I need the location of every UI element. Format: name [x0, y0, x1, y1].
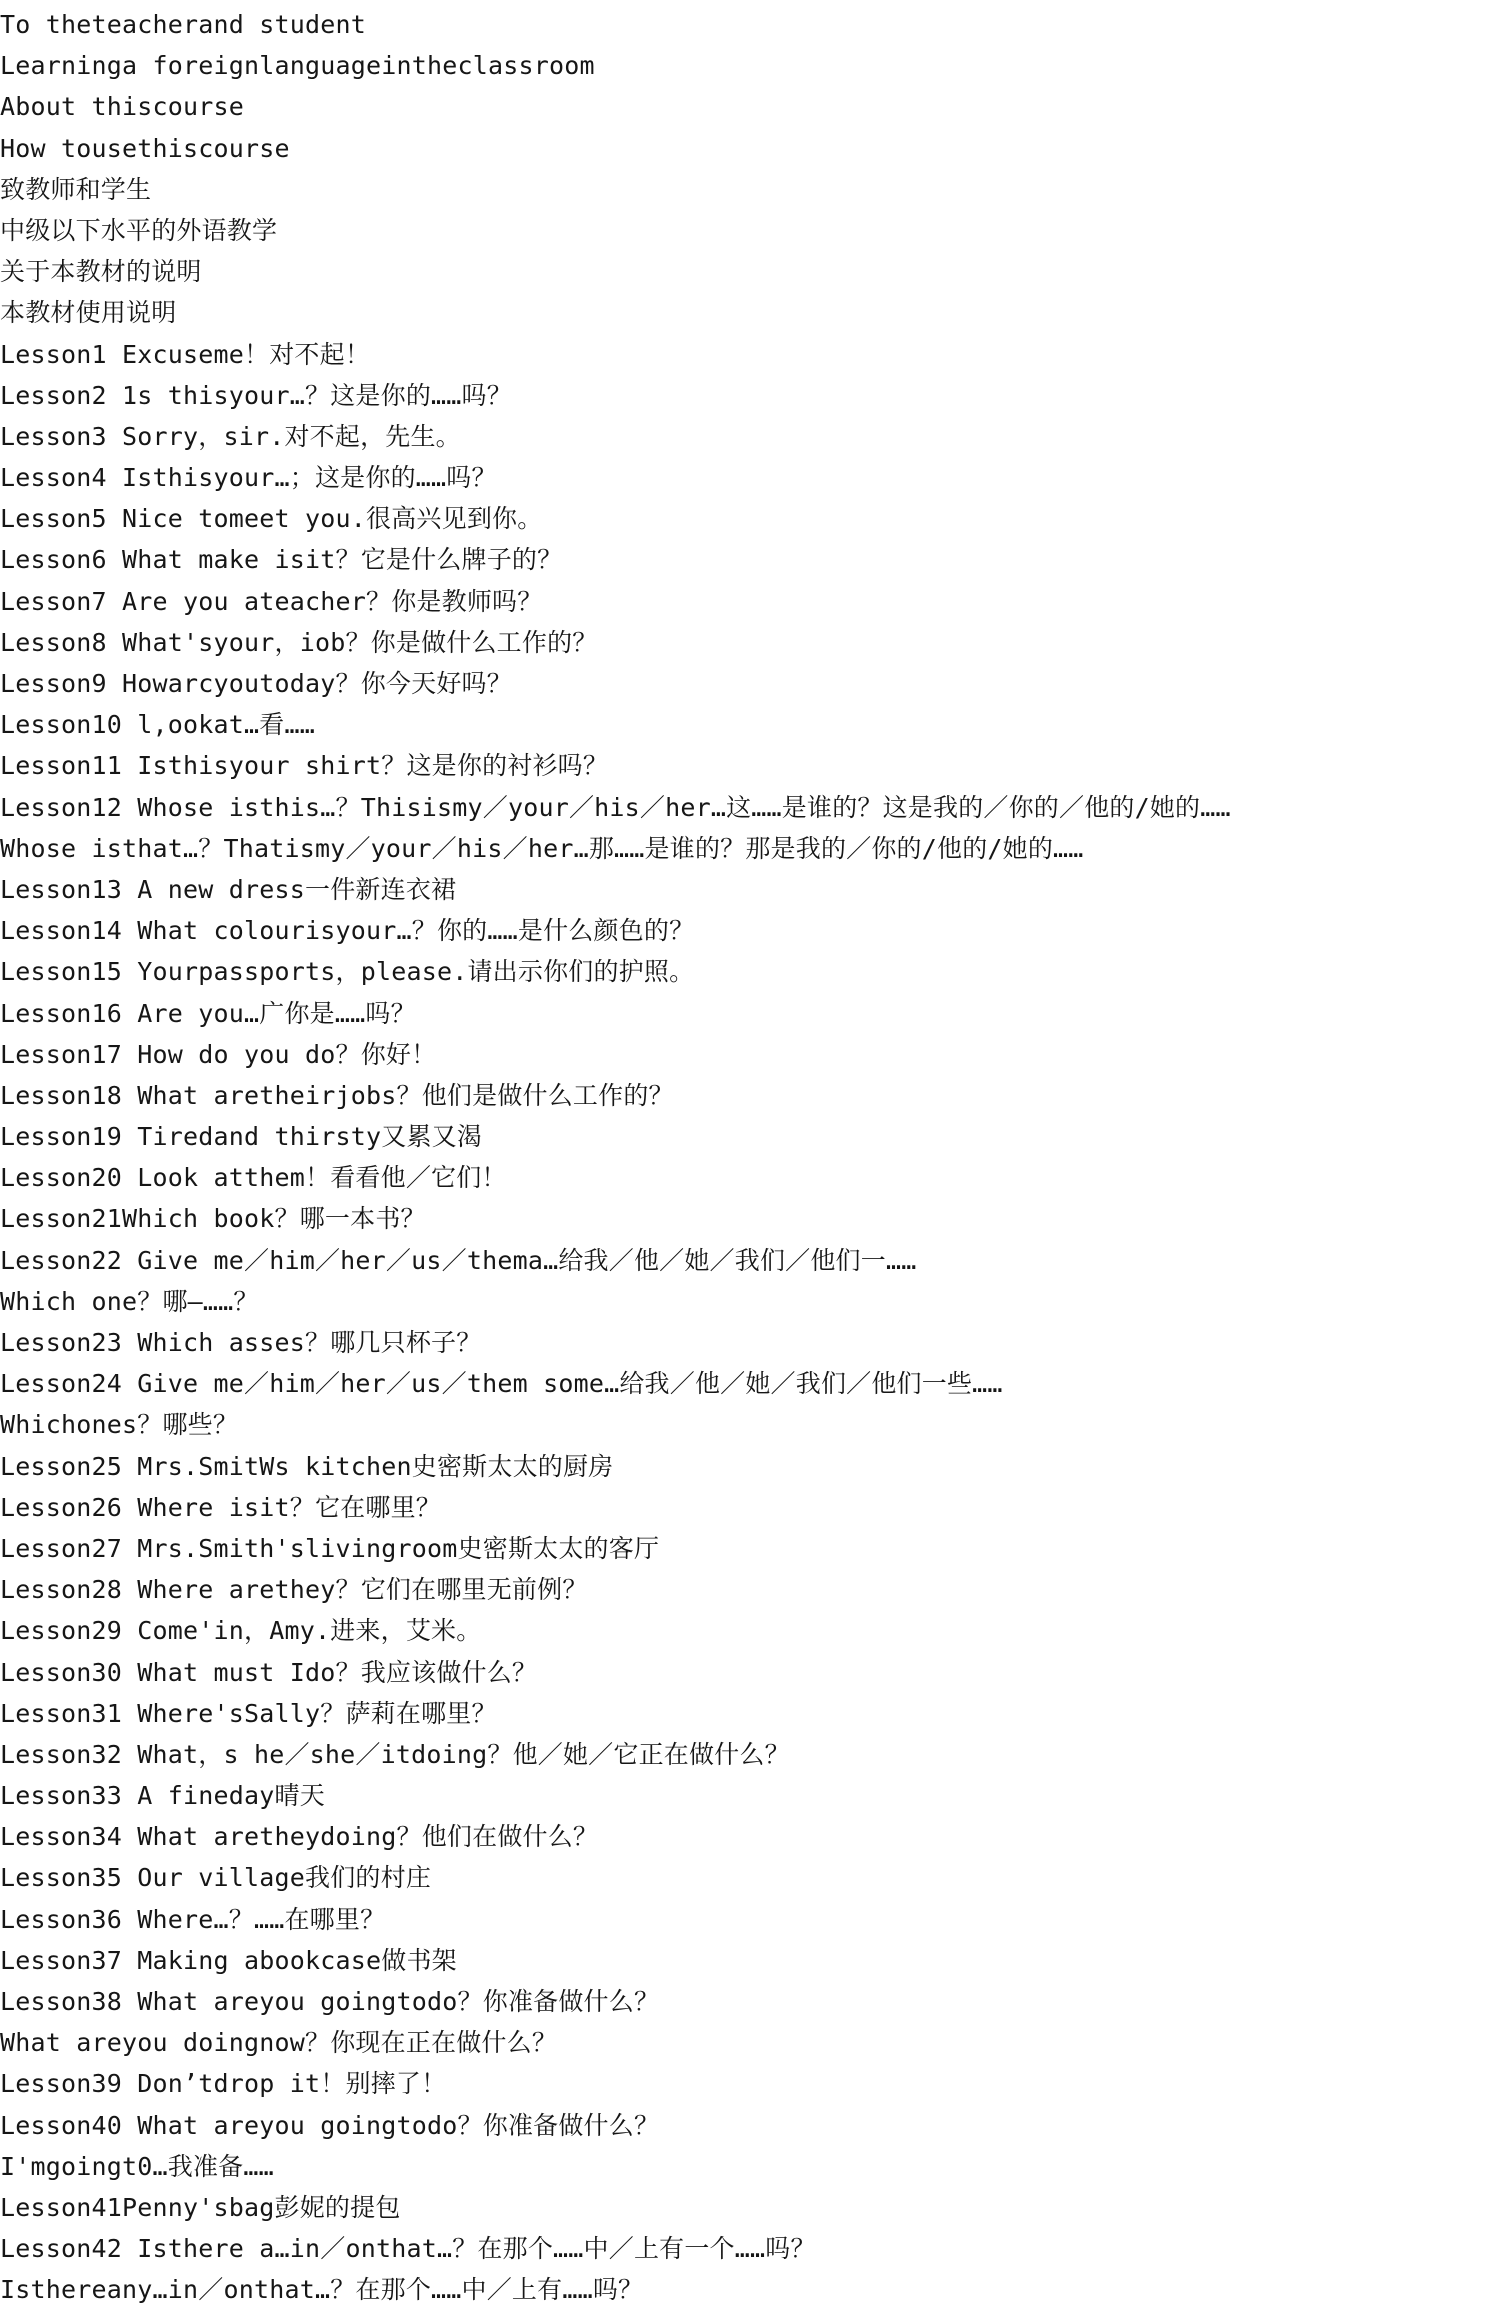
toc-line: Lesson29 Come'in，Amy.进来，艾米。 — [0, 1616, 482, 1646]
toc-line: Whichones？哪些？ — [0, 1410, 239, 1440]
toc-line: Lesson39 Don’tdrop it！别摔了！ — [0, 2069, 447, 2099]
toc-line: Lesson12 Whose isthis…？Thisismy／your／his／her…这……是谁的？这是我的／你的／他的/她的…… — [0, 792, 1231, 822]
toc-line: Lesson38 What areyou goingtodo？你准备做什么？ — [0, 1987, 660, 2016]
toc-line: Lesson37 Making abookcase做书架 — [0, 1945, 457, 1975]
toc-line: Lesson8 What'syour，iob？你是做什么工作的？ — [0, 627, 598, 657]
toc-line: Lesson3 Sorry，sir.对不起，先生。 — [0, 421, 461, 451]
toc-line: Whose isthat…？Thatismy／your／his／her…那……是谁的？那是我的／你的/他的/她的…… — [0, 833, 1084, 863]
toc-line: Lesson30 What must Ido？我应该做什么？ — [0, 1657, 538, 1687]
toc-line: Lesson13 A new dress一件新连衣裙 — [0, 874, 457, 904]
toc-line: Lesson18 What aretheirjobs？他们是做什么工作的？ — [0, 1080, 674, 1110]
toc-line: Lesson15 Yourpassports，please.请出示你们的护照。 — [0, 957, 695, 987]
toc-line: Learninga foreignlanguageintheclassroom — [0, 51, 595, 81]
toc-line: Lesson6 What make isit？它是什么牌子的？ — [0, 545, 563, 575]
toc-line: 关于本教材的说明 — [0, 257, 202, 287]
toc-line: Lesson28 Where arethey？它们在哪里无前例？ — [0, 1575, 588, 1605]
toc-line: Lesson19 Tiredand thirsty又累又渴 — [0, 1122, 483, 1152]
toc-line: Lesson9 Howarcyoutoday？你今天好吗？ — [0, 669, 512, 698]
toc-line: Lesson7 Are you ateacher？你是教师吗？ — [0, 586, 543, 616]
toc-line: Lesson4 Isthisyour…；这是你的……吗？ — [0, 463, 497, 493]
toc-line: Lesson36 Where…？……在哪里？ — [0, 1904, 386, 1934]
toc-line: Lesson2 1s thisyour…？这是你的……吗？ — [0, 380, 512, 410]
toc-line: Which one？哪—……？ — [0, 1286, 259, 1316]
toc-line: Lesson23 Which asses？哪几只杯子？ — [0, 1328, 482, 1357]
toc-line: I'mgoingt0…我准备…… — [0, 2151, 274, 2181]
toc-line: What areyou doingnow？你现在正在做什么？ — [0, 2028, 558, 2058]
toc-line: Lesson26 Where isit？它在哪里？ — [0, 1492, 441, 1522]
toc-line: Lesson33 A fineday晴天 — [0, 1781, 325, 1811]
toc-line: Lesson10 l,ookat…看…… — [0, 710, 315, 740]
toc-line: Lesson17 How do you do？你好！ — [0, 1039, 437, 1069]
toc-line: Lesson41Penny'sbag彭妮的提包 — [0, 2192, 401, 2222]
toc-line: Lesson32 What，s he／she／itdoing？他／她／它正在做什么？ — [0, 1739, 790, 1769]
toc-line: Isthereany…in／onthat…？在那个……中／上有……吗？ — [0, 2275, 644, 2305]
toc-line: Lesson14 What colourisyour…？你的……是什么颜色的？ — [0, 916, 695, 946]
toc-line: About thiscourse — [0, 92, 245, 122]
toc-line: Lesson25 Mrs.SmitWs kitchen史密斯太太的厨房 — [0, 1451, 614, 1481]
toc-line: 本教材使用说明 — [0, 298, 177, 328]
toc-line: Lesson22 Give me／him／her／us／thema…给我／他／她／我们／他们一…… — [0, 1245, 917, 1275]
toc-line: Lesson27 Mrs.Smith'slivingroom史密斯太太的客厅 — [0, 1533, 660, 1563]
toc-line: Lesson21Which book？哪一本书？ — [0, 1204, 426, 1234]
toc-line: Lesson1 Excuseme！对不起！ — [0, 339, 371, 369]
toc-line: Lesson40 What areyou goingtodo？你准备做什么？ — [0, 2110, 660, 2140]
toc-line: Lesson35 Our village我们的村庄 — [0, 1863, 432, 1893]
toc-line: 中级以下水平的外语教学 — [0, 215, 278, 245]
toc-line: Lesson34 What aretheydoing？他们在做什么？ — [0, 1822, 599, 1852]
toc-line: Lesson5 Nice tomeet you.很高兴见到你。 — [0, 504, 543, 534]
toc-line: 致教师和学生 — [0, 174, 152, 204]
toc-line: Lesson31 Where'sSally？萨莉在哪里？ — [0, 1698, 497, 1728]
toc-line: Lesson16 Are you…广你是……吗？ — [0, 998, 416, 1028]
toc-line: Lesson11 Isthisyour shirt？这是你的衬衫吗？ — [0, 751, 609, 781]
toc-line: To theteacherand student — [0, 10, 367, 39]
toc-line: Lesson24 Give me／him／her／us／them some…给我／他／她／我们／他们一些…… — [0, 1369, 1003, 1399]
toc-line: Lesson42 Isthere a…in／onthat…？在那个……中／上有一个……吗？ — [0, 2234, 816, 2264]
toc-line: How tousethiscourse — [0, 133, 290, 163]
toc-line: Lesson20 Look atthem！看看他／它们！ — [0, 1163, 507, 1193]
